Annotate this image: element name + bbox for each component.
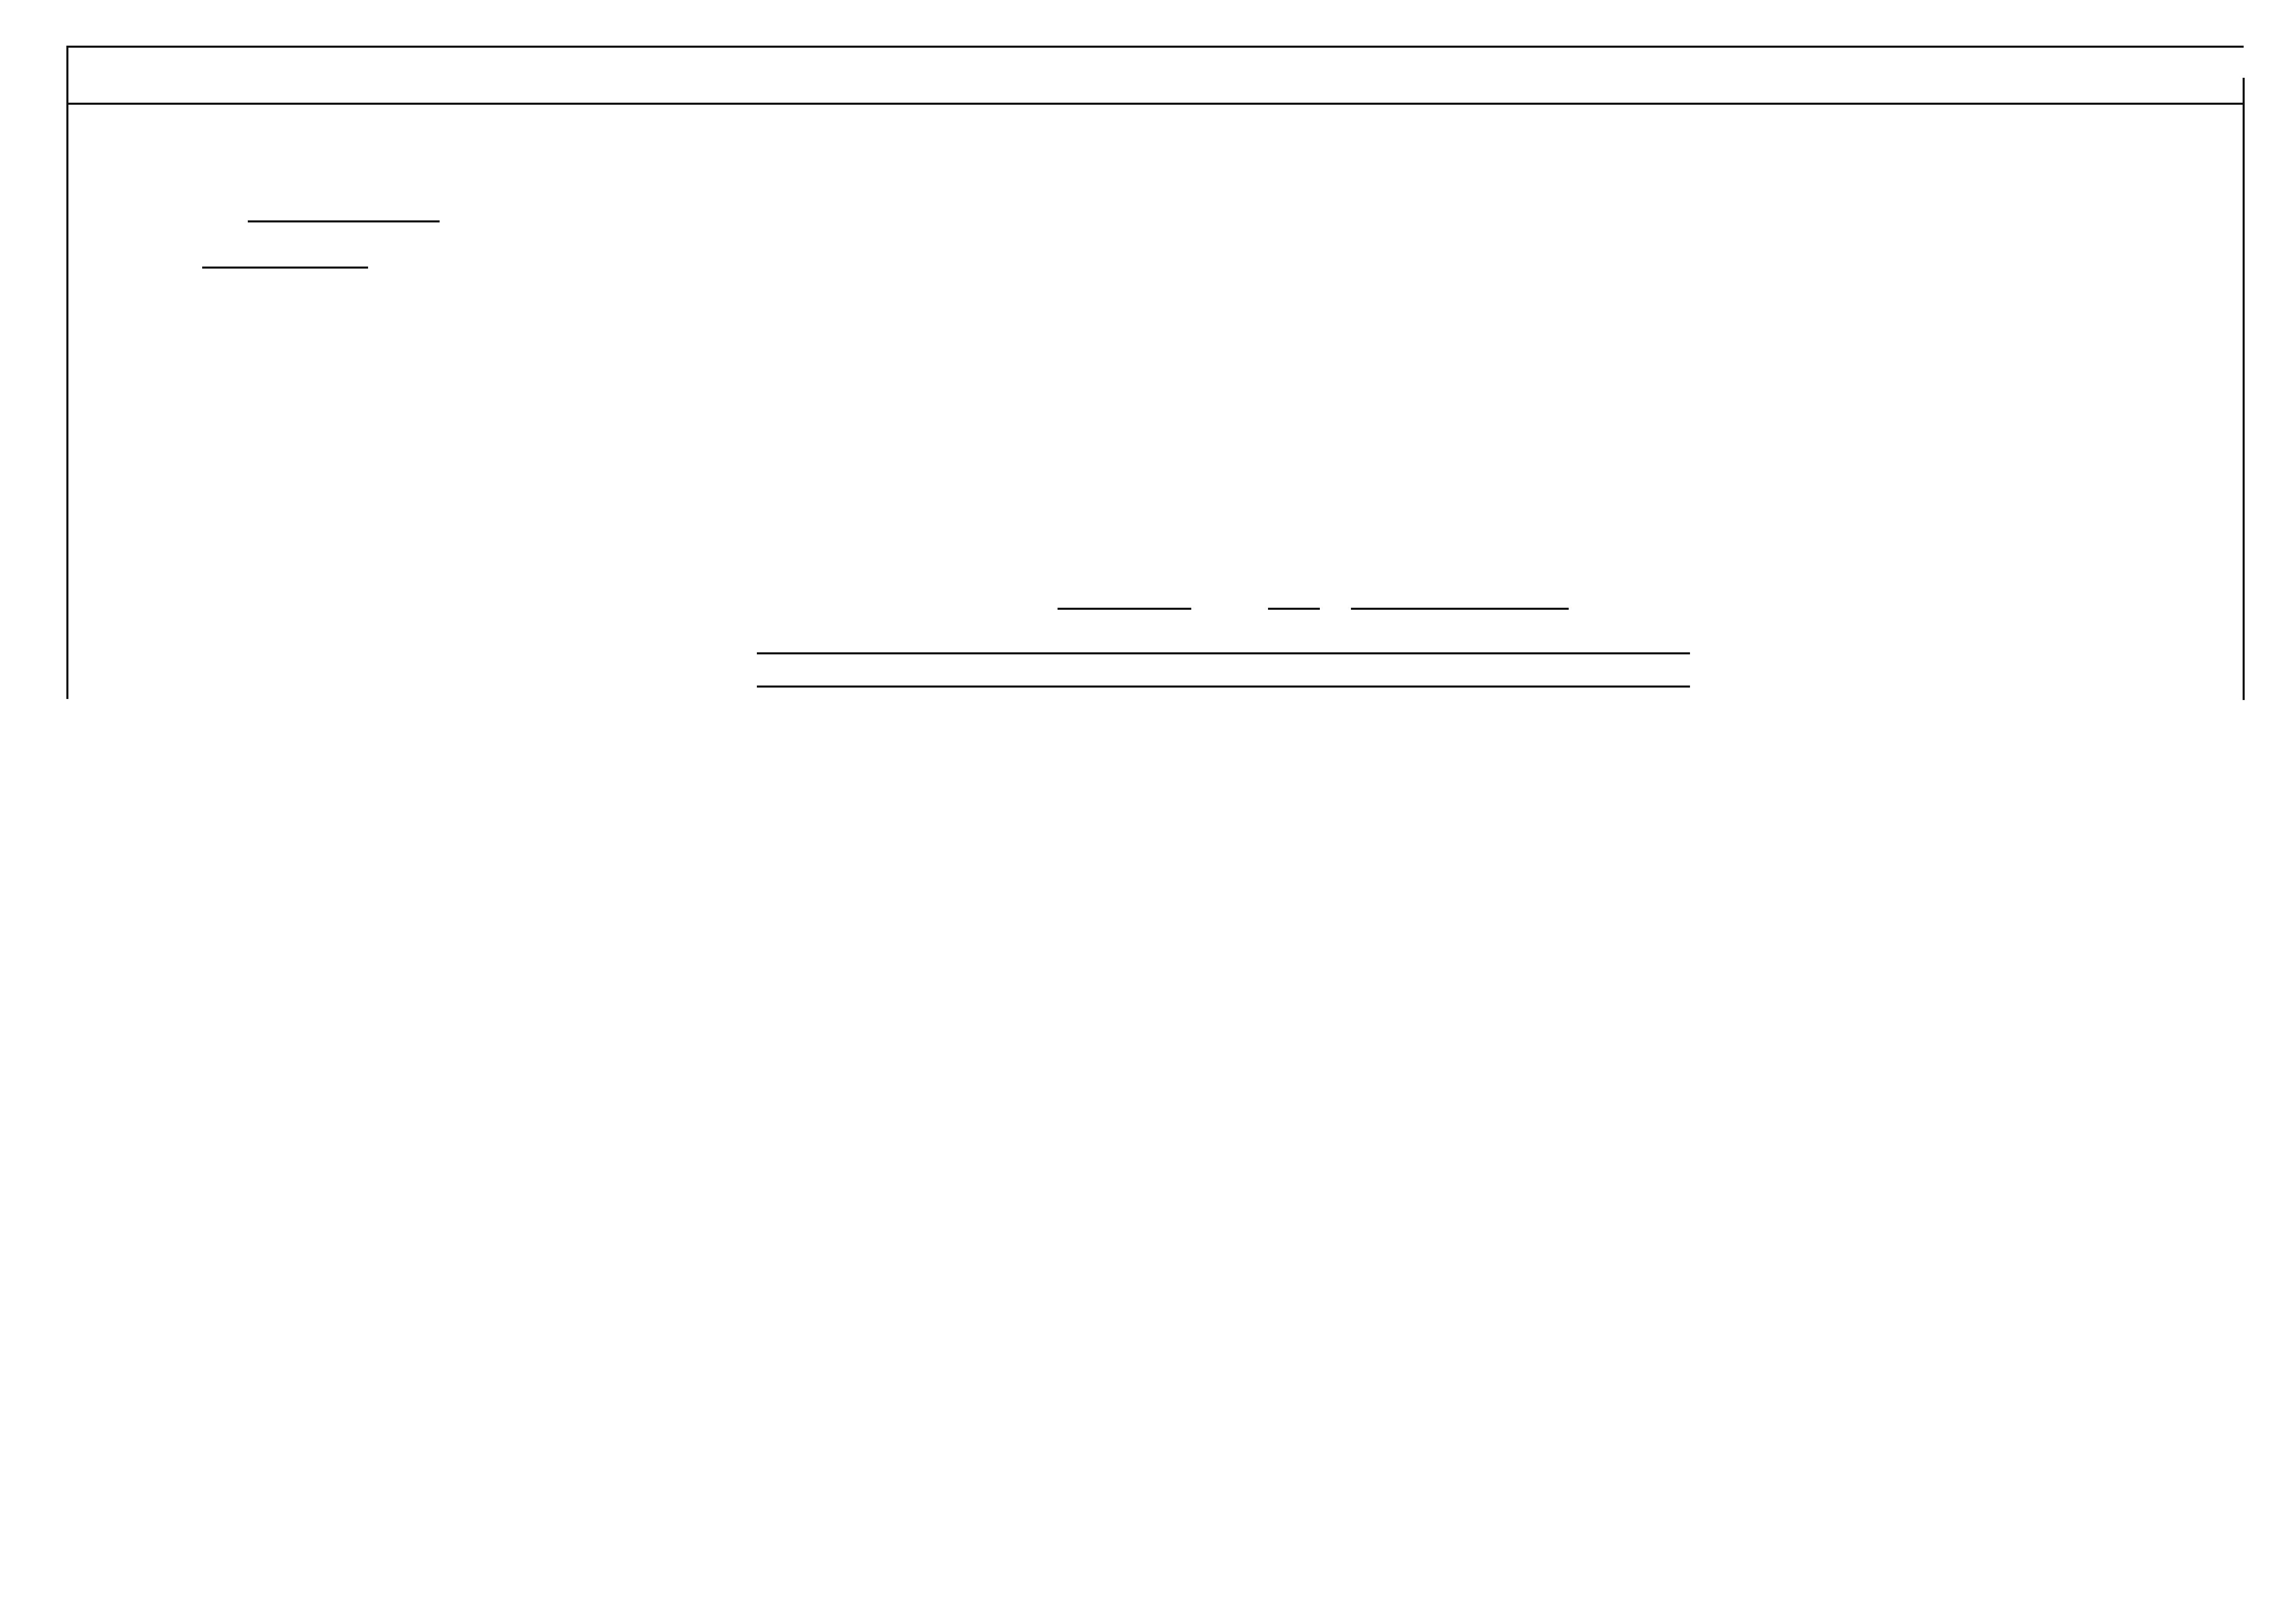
- top-border: [66, 46, 2244, 48]
- header-underline: [66, 103, 2244, 105]
- spec-subject-line: [757, 628, 1690, 654]
- spec-number-line: [1058, 585, 1191, 610]
- spec-day-line: [1268, 585, 1320, 610]
- date-line: [202, 244, 368, 269]
- spec-caption-line: [757, 685, 1690, 688]
- chief-signature-line: [248, 200, 440, 222]
- spec-date-line: [1351, 585, 1569, 610]
- right-frame: [2243, 78, 2245, 700]
- left-frame: [66, 46, 68, 699]
